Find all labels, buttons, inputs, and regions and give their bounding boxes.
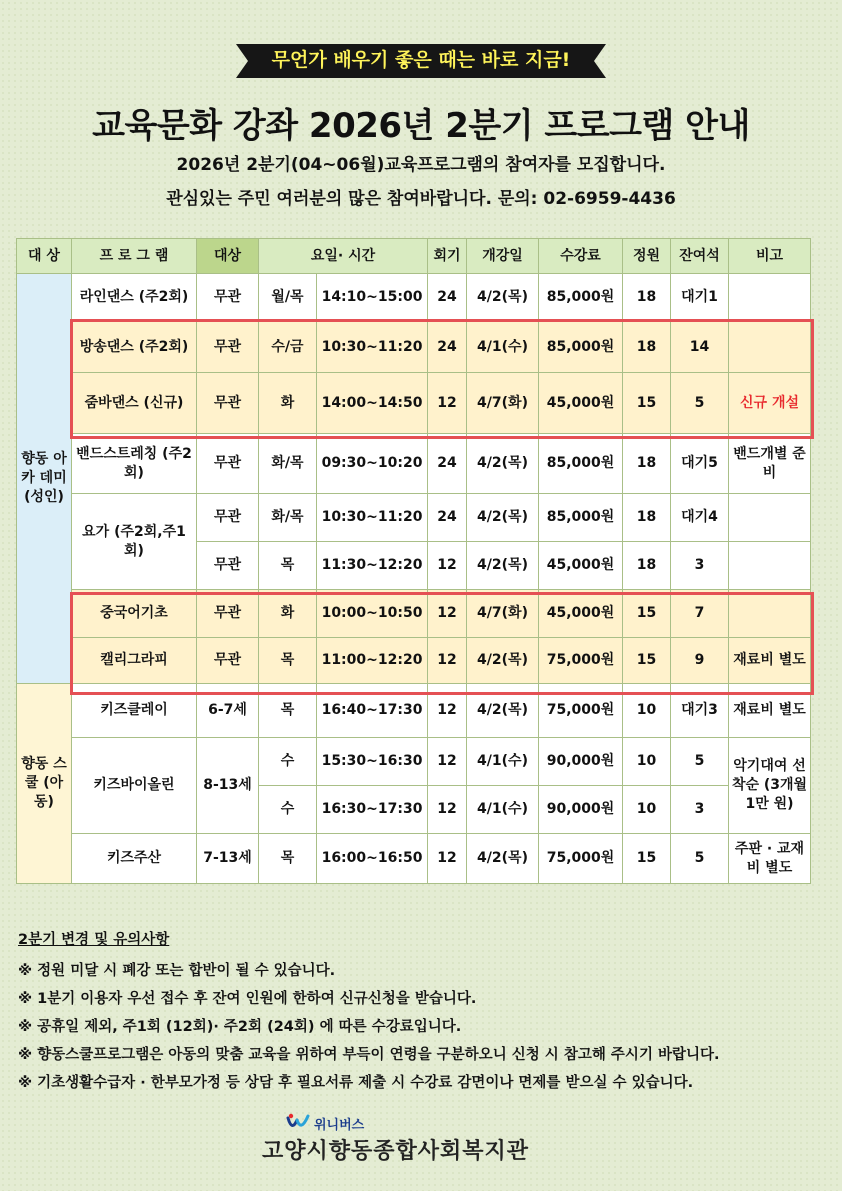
note-cell	[729, 494, 811, 542]
target-cell: 무관	[197, 494, 259, 542]
time-cell: 11:00~12:20	[317, 638, 428, 684]
remaining-cell: 대기5	[671, 434, 729, 494]
header-target: 대상	[197, 239, 259, 274]
note-cell: 재료비 별도	[729, 638, 811, 684]
day-cell: 화	[259, 373, 317, 434]
day-cell: 월/목	[259, 274, 317, 322]
table-row	[17, 834, 811, 884]
capacity-cell: 15	[623, 590, 671, 638]
start-cell: 4/7(화)	[467, 373, 539, 434]
remaining-cell: 9	[671, 638, 729, 684]
subtitle-recruit: 2026년 2분기(04~06월)교육프로그램의 참여자를 모집합니다.	[176, 155, 666, 175]
page-title: 교육문화 강좌 2026년 2분기 프로그램 안내	[92, 106, 750, 146]
capacity-cell: 15	[623, 373, 671, 434]
fee-cell: 45,000원	[539, 542, 623, 590]
time-cell: 11:30~12:20	[317, 542, 428, 590]
fee-cell: 85,000원	[539, 274, 623, 322]
table-row	[17, 434, 811, 494]
header-category: 대 상	[17, 239, 72, 274]
note-cell	[729, 542, 811, 590]
day-cell: 화/목	[259, 494, 317, 542]
sessions-cell: 12	[428, 542, 467, 590]
note-item: ※ 공휴일 제외, 주1회 (12회)· 주2회 (24회) 에 따른 수강료입니다.	[18, 1019, 462, 1035]
program-name: 줌바댄스 (신규)	[72, 373, 197, 434]
day-cell: 수	[259, 786, 317, 834]
sessions-cell: 24	[428, 322, 467, 373]
note-item: ※ 1분기 이용자 우선 접수 후 잔여 인원에 한하여 신규신청을 받습니다.	[18, 991, 477, 1007]
time-cell: 10:00~10:50	[317, 590, 428, 638]
sessions-cell: 24	[428, 494, 467, 542]
remaining-cell: 대기1	[671, 274, 729, 322]
time-cell: 10:30~11:20	[317, 494, 428, 542]
table-row	[17, 274, 811, 322]
table-row	[17, 638, 811, 684]
header-fee: 수강료	[539, 239, 623, 274]
fee-cell: 75,000원	[539, 684, 623, 738]
day-cell: 목	[259, 542, 317, 590]
note-cell	[729, 590, 811, 638]
target-cell: 무관	[197, 434, 259, 494]
start-cell: 4/2(목)	[467, 434, 539, 494]
time-cell: 15:30~16:30	[317, 738, 428, 786]
fee-cell: 90,000원	[539, 738, 623, 786]
logo-mark-icon	[286, 1112, 312, 1134]
table-row	[17, 494, 811, 542]
capacity-cell: 18	[623, 494, 671, 542]
note-item: ※ 기초생활수급자 · 한부모가정 등 상담 후 필요서류 제출 시 수강료 감면이나 면제를 받으실 수 있습니다.	[18, 1075, 694, 1091]
fee-cell: 75,000원	[539, 638, 623, 684]
table-row	[17, 373, 811, 434]
program-name: 요가 (주2회,주1회)	[72, 494, 197, 590]
capacity-cell: 18	[623, 542, 671, 590]
program-name: 캘리그라피	[72, 638, 197, 684]
program-table	[16, 238, 811, 884]
capacity-cell: 15	[623, 638, 671, 684]
fee-cell: 85,000원	[539, 434, 623, 494]
start-cell: 4/1(수)	[467, 786, 539, 834]
sessions-cell: 12	[428, 738, 467, 786]
start-cell: 4/7(화)	[467, 590, 539, 638]
start-cell: 4/1(수)	[467, 322, 539, 373]
capacity-cell: 10	[623, 738, 671, 786]
program-name: 키즈바이올린	[72, 738, 197, 834]
remaining-cell: 대기3	[671, 684, 729, 738]
program-name: 방송댄스 (주2회)	[72, 322, 197, 373]
remaining-cell: 3	[671, 542, 729, 590]
time-cell: 16:30~17:30	[317, 786, 428, 834]
capacity-cell: 10	[623, 786, 671, 834]
sessions-cell: 24	[428, 274, 467, 322]
target-cell: 무관	[197, 542, 259, 590]
logo-brand-text: 위니버스	[314, 1118, 365, 1133]
table-row	[17, 684, 811, 738]
top-banner	[236, 40, 606, 82]
subtitle-contact: 관심있는 주민 여러분의 많은 참여바랍니다. 문의: 02-6959-4436	[166, 189, 676, 209]
sessions-cell: 12	[428, 684, 467, 738]
header-remaining: 잔여석	[671, 239, 729, 274]
fee-cell: 85,000원	[539, 322, 623, 373]
target-cell: 6-7세	[197, 684, 259, 738]
note-item: ※ 정원 미달 시 폐강 또는 합반이 될 수 있습니다.	[18, 963, 336, 979]
day-cell: 목	[259, 638, 317, 684]
table-row	[17, 322, 811, 373]
day-cell: 화	[259, 590, 317, 638]
sessions-cell: 24	[428, 434, 467, 494]
time-cell: 14:10~15:00	[317, 274, 428, 322]
remaining-cell: 대기4	[671, 494, 729, 542]
table-row	[17, 738, 811, 786]
fee-cell: 75,000원	[539, 834, 623, 884]
time-cell: 09:30~10:20	[317, 434, 428, 494]
day-cell: 목	[259, 834, 317, 884]
header-program: 프 로 그 램	[72, 239, 197, 274]
fee-cell: 45,000원	[539, 590, 623, 638]
target-cell: 무관	[197, 274, 259, 322]
program-name: 키즈클레이	[72, 684, 197, 738]
fee-cell: 85,000원	[539, 494, 623, 542]
remaining-cell: 5	[671, 738, 729, 786]
sessions-cell: 12	[428, 834, 467, 884]
program-name: 라인댄스 (주2회)	[72, 274, 197, 322]
remaining-cell: 3	[671, 786, 729, 834]
note-new-badge: 신규 개설	[729, 373, 811, 434]
note-cell	[729, 322, 811, 373]
day-cell: 수	[259, 738, 317, 786]
group-label-adult: 향동 아카 데미 (성인)	[17, 274, 72, 684]
header-sessions: 회기	[428, 239, 467, 274]
note-cell: 주판 · 교재비 별도	[729, 834, 811, 884]
capacity-cell: 18	[623, 322, 671, 373]
start-cell: 4/2(목)	[467, 274, 539, 322]
organization-logo	[262, 1112, 582, 1172]
banner-text: 무언가 배우기 좋은 때는 바로 지금!	[271, 49, 571, 71]
start-cell: 4/2(목)	[467, 684, 539, 738]
capacity-cell: 10	[623, 684, 671, 738]
remaining-cell: 5	[671, 834, 729, 884]
start-cell: 4/2(목)	[467, 834, 539, 884]
time-cell: 14:00~14:50	[317, 373, 428, 434]
remaining-cell: 7	[671, 590, 729, 638]
sessions-cell: 12	[428, 590, 467, 638]
header-capacity: 정원	[623, 239, 671, 274]
capacity-cell: 18	[623, 434, 671, 494]
table-header-row	[17, 239, 811, 274]
program-name: 밴드스트레칭 (주2회)	[72, 434, 197, 494]
program-name: 중국어기초	[72, 590, 197, 638]
note-cell: 재료비 별도	[729, 684, 811, 738]
sessions-cell: 12	[428, 638, 467, 684]
capacity-cell: 18	[623, 274, 671, 322]
notes-title: 2분기 변경 및 유의사항	[18, 932, 170, 948]
header-start-date: 개강일	[467, 239, 539, 274]
target-cell: 8-13세	[197, 738, 259, 834]
program-name: 키즈주산	[72, 834, 197, 884]
note-cell: 악기대여 선착순 (3개월1만 원)	[729, 738, 811, 834]
organization-name: 고양시향동종합사회복지관	[262, 1139, 530, 1164]
start-cell: 4/2(목)	[467, 494, 539, 542]
fee-cell: 90,000원	[539, 786, 623, 834]
group-label-child: 향동 스쿨 (아동)	[17, 684, 72, 884]
notes-section	[18, 928, 828, 1097]
remaining-cell: 5	[671, 373, 729, 434]
target-cell: 무관	[197, 322, 259, 373]
note-cell: 밴드개별 준비	[729, 434, 811, 494]
note-cell	[729, 274, 811, 322]
fee-cell: 45,000원	[539, 373, 623, 434]
capacity-cell: 15	[623, 834, 671, 884]
time-cell: 10:30~11:20	[317, 322, 428, 373]
target-cell: 무관	[197, 638, 259, 684]
time-cell: 16:40~17:30	[317, 684, 428, 738]
day-cell: 목	[259, 684, 317, 738]
sessions-cell: 12	[428, 786, 467, 834]
start-cell: 4/2(목)	[467, 542, 539, 590]
day-cell: 수/금	[259, 322, 317, 373]
start-cell: 4/2(목)	[467, 638, 539, 684]
header-day-time: 요일· 시간	[259, 239, 428, 274]
target-cell: 7-13세	[197, 834, 259, 884]
target-cell: 무관	[197, 590, 259, 638]
note-item: ※ 향동스쿨프로그램은 아동의 맞춤 교육을 위하여 부득이 연령을 구분하오니 신청 시 참고해 주시기 바랍니다.	[18, 1047, 720, 1063]
sessions-cell: 12	[428, 373, 467, 434]
table-row	[17, 590, 811, 638]
header-note: 비고	[729, 239, 811, 274]
target-cell: 무관	[197, 373, 259, 434]
start-cell: 4/1(수)	[467, 738, 539, 786]
day-cell: 화/목	[259, 434, 317, 494]
time-cell: 16:00~16:50	[317, 834, 428, 884]
remaining-cell: 14	[671, 322, 729, 373]
